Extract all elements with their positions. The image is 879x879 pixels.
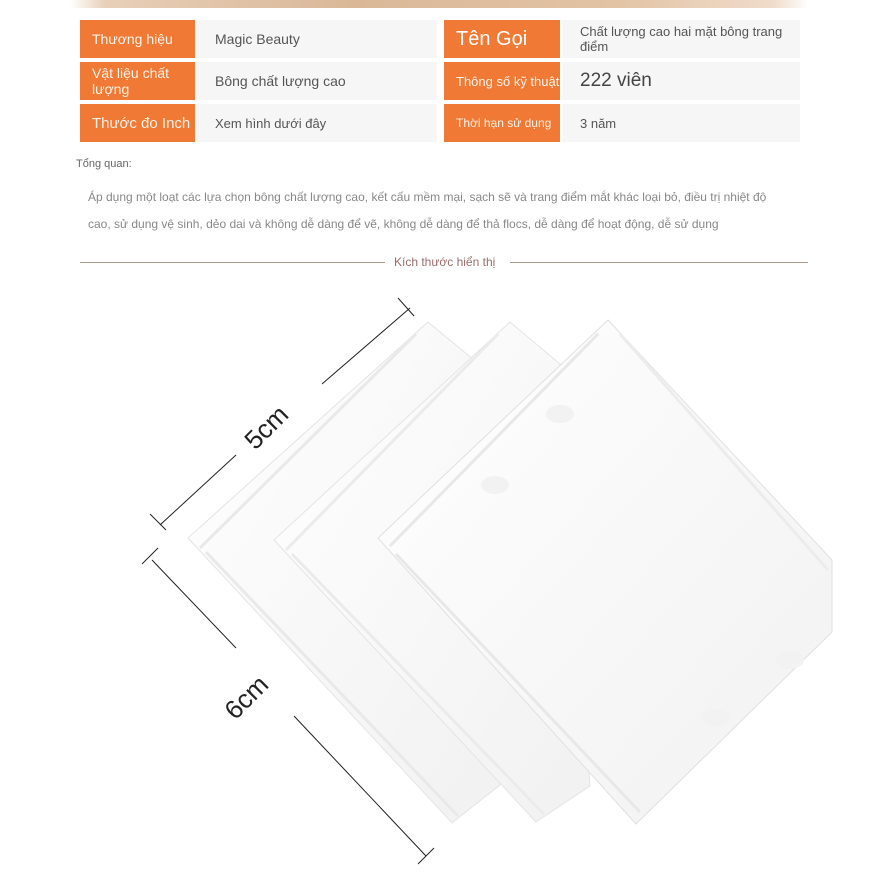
- spec-label-name: Tên Gọi: [444, 20, 560, 58]
- cotton-pads-illustration: [0, 280, 879, 879]
- spec-label-material: Vật liệu chất lượng: [80, 62, 195, 100]
- spec-label-size: Thước đo Inch: [80, 104, 195, 142]
- overview-title: Tổng quan:: [76, 158, 132, 170]
- spec-value-name: Chất lượng cao hai mặt bông trang điểm: [562, 20, 800, 58]
- size-section-title: Kích thước hiển thị: [394, 255, 496, 269]
- divider-left: [80, 262, 385, 263]
- overview-text: Áp dụng một loạt các lựa chọn bông chất lượng cao, kết cấu mềm mại, sạch sẽ và trang điểm mắt khác loại bỏ, điều trị nhiệt độ cao, sử dụng vệ sinh, dẻo dai và không dễ dàng để vẽ, không dễ dàng để thả flocs, dễ dàng để hoạt động, dễ sử dụng: [88, 190, 767, 231]
- spec-label-spec: Thông số kỹ thuật: [444, 62, 560, 100]
- spec-value-material: Bông chất lượng cao: [197, 62, 437, 100]
- spec-value-spec: 222 viên: [562, 62, 800, 100]
- width-label: 5cm: [238, 399, 295, 456]
- divider-right: [510, 262, 808, 263]
- spec-label-brand: Thương hiệu: [80, 20, 195, 58]
- product-image-top-edge: [0, 0, 879, 8]
- spec-value-size: Xem hình dưới đây: [197, 104, 437, 142]
- spec-value-brand: Magic Beauty: [197, 20, 437, 58]
- spec-label-shelf-life: Thời hạn sử dụng: [444, 104, 560, 142]
- spec-value-shelf-life: 3 năm: [562, 104, 800, 142]
- height-label: 6cm: [218, 669, 275, 726]
